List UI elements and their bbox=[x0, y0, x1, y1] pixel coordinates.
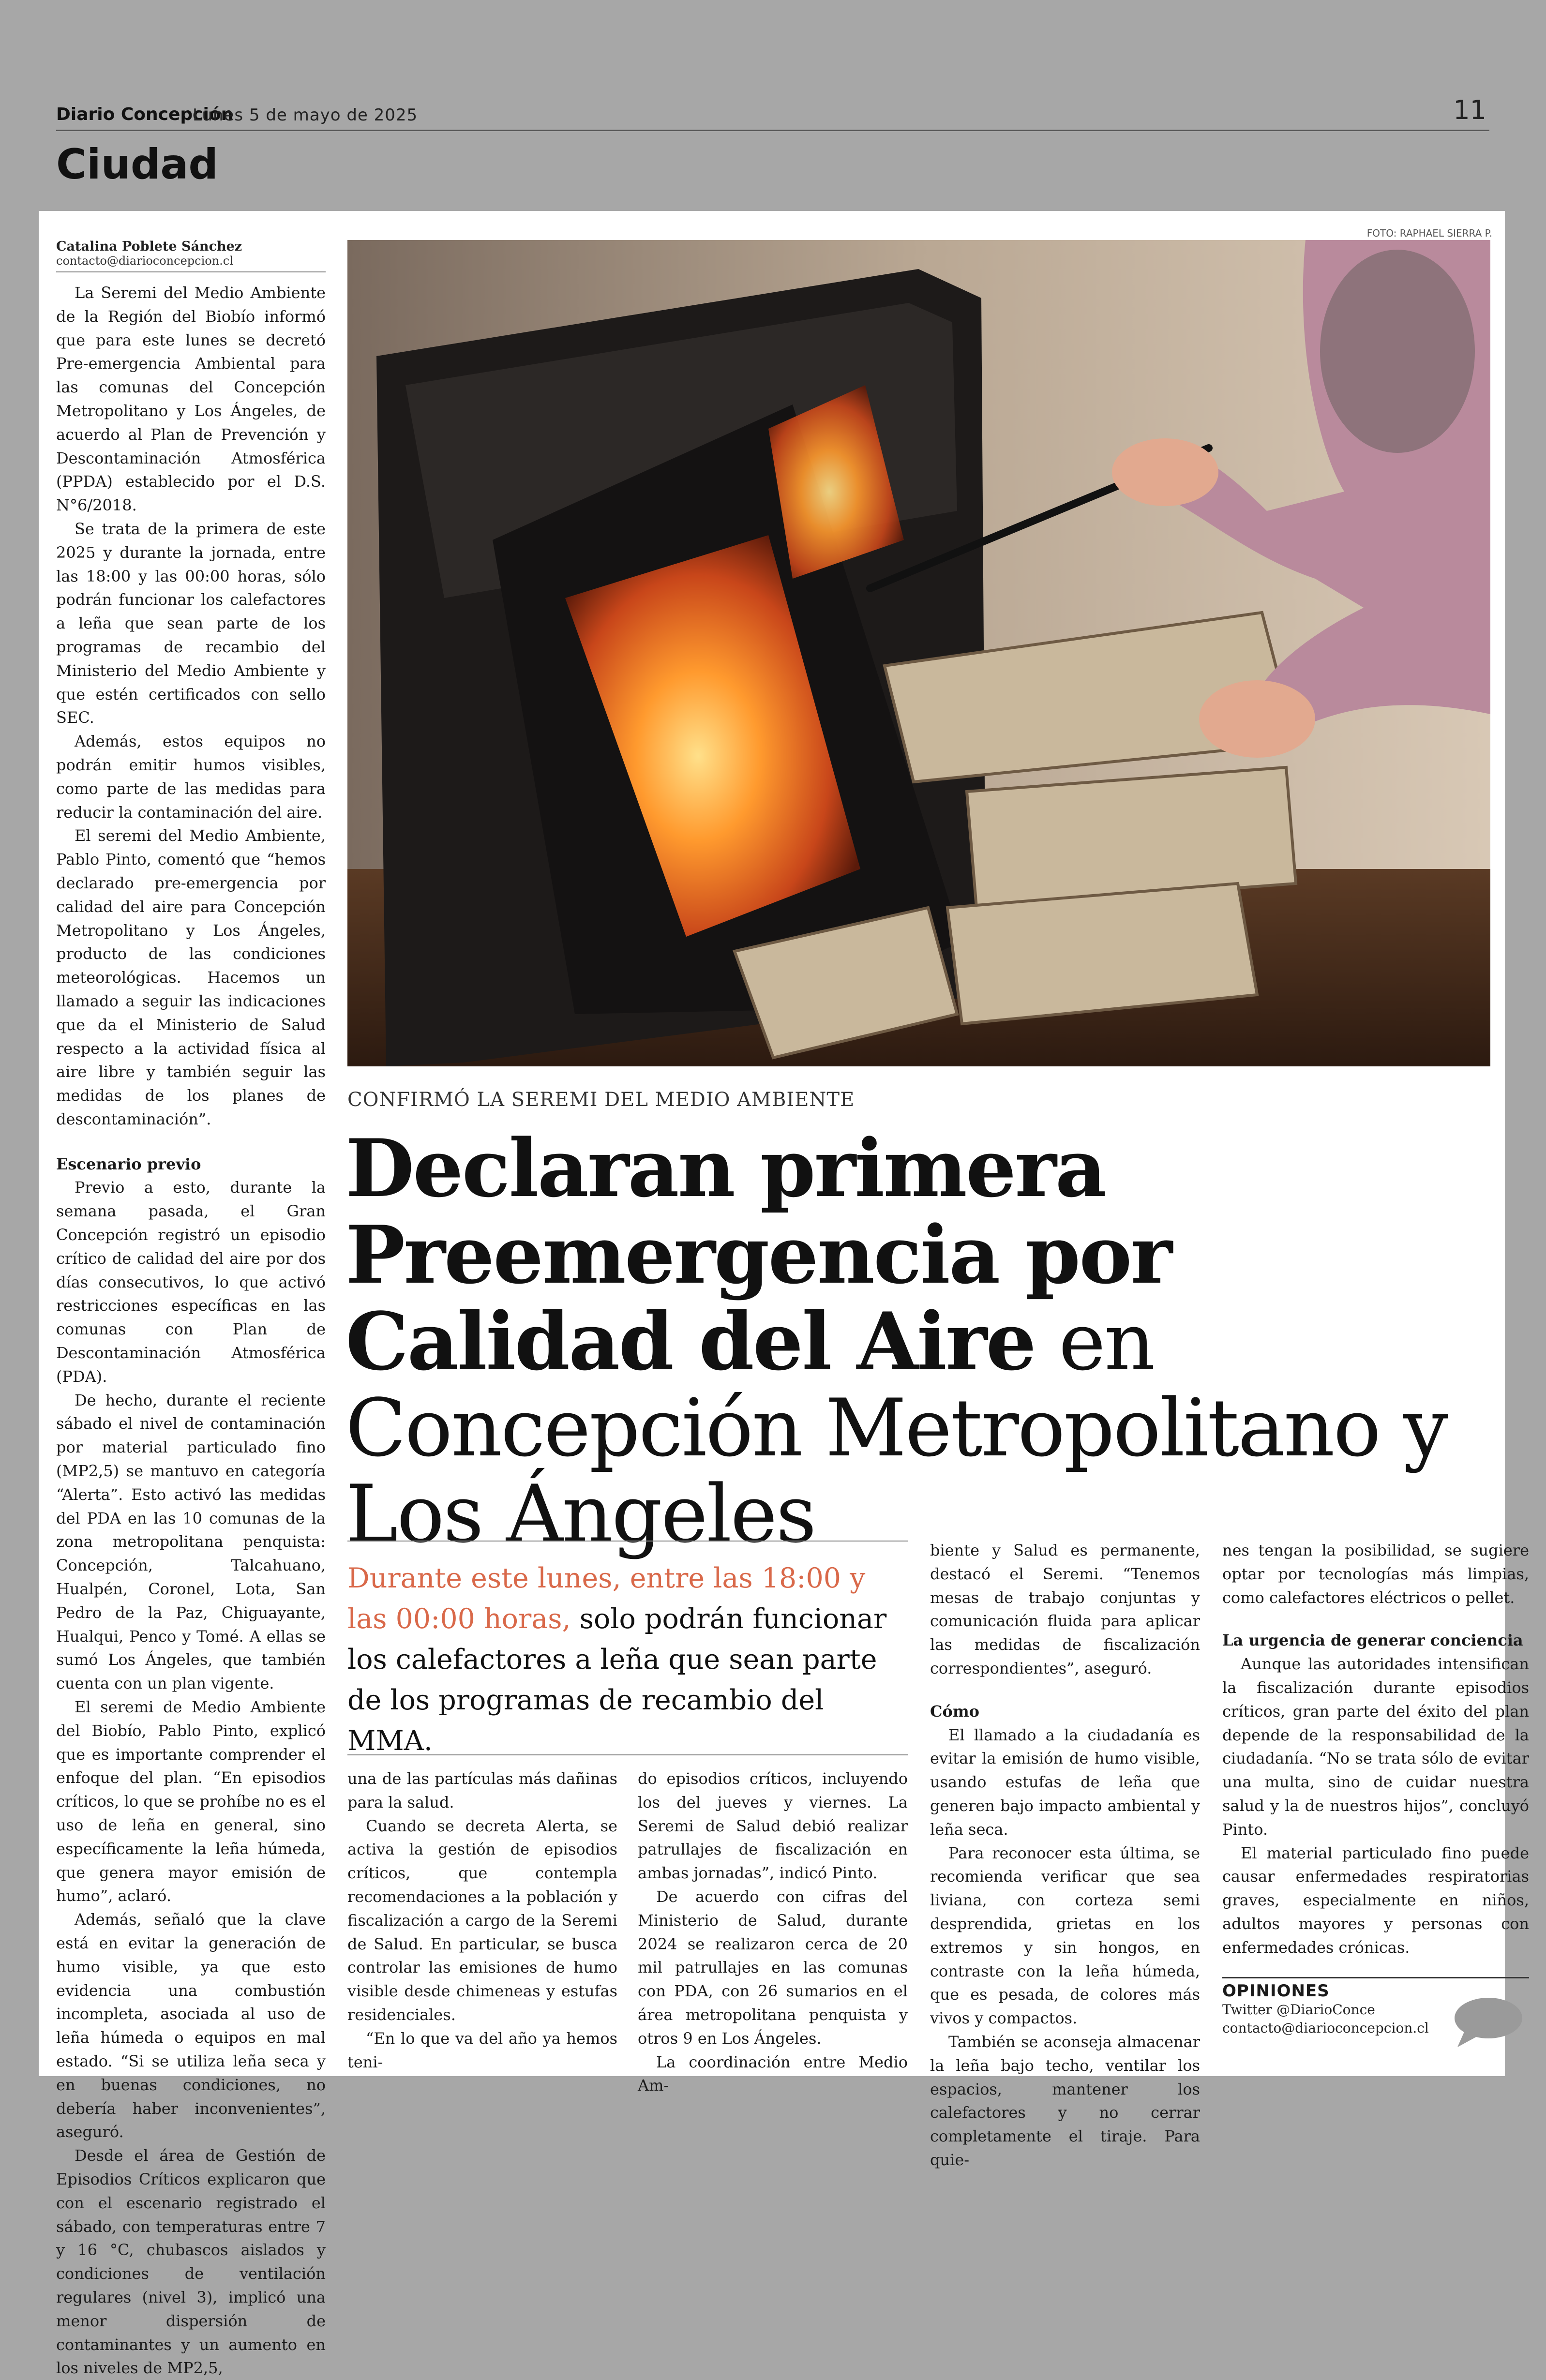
opinion-email: contacto@diarioconcepcion.cl bbox=[1222, 2020, 1429, 2036]
paragraph: Además, señaló que la clave está en evitar la generación de humo visible, ya que esto evidencia una combustión incompleta, asociada al uso de leña húmeda o equipos en mal estado. “Si se utiliza leña seca y en buenas condiciones, no debería haber inconvenientes”, aseguró. bbox=[56, 1910, 326, 2141]
newspaper-name: Diario Concepción bbox=[56, 105, 234, 124]
paragraph: “En lo que va del año ya hemos teni- bbox=[347, 2029, 617, 2071]
headline-regular: en Concepción Metropolitano y Los Ángeles bbox=[345, 1296, 1447, 1560]
column-4 bbox=[930, 1539, 1200, 2172]
paragraph: Previo a esto, durante la semana pasada, el Gran Concepción registró un episodio crítico de calidad del aire por dos días consecutivos, lo que activó restricciones específicas en las comunas con Plan de Descontaminación Atmosférica (PDA). bbox=[56, 1178, 326, 1386]
photo-illustration bbox=[347, 240, 1490, 1066]
subhead: La urgencia de generar conciencia bbox=[1222, 1631, 1523, 1650]
opinion-box bbox=[1222, 1977, 1529, 2037]
paragraph: De acuerdo con cifras del Ministerio de Salud, durante 2024 se realizaron cerca de 20 mil patrullajes en las comunas con PDA, con 26 sumarios en el área metropolitana penquista y otros 9 en Los Ángeles. bbox=[638, 1887, 908, 2048]
paragraph: El seremi de Medio Ambiente del Biobío, Pablo Pinto, explicó que es importante comprender el enfoque del plan. “En episodios críticos, lo que se prohíbe no es el uso de leña en general, sino específicamente la leña húmeda, que genera mayor emisión de humo”, aclaró. bbox=[56, 1698, 326, 1905]
speech-bubble-icon bbox=[1451, 1996, 1523, 2049]
paragraph: Desde el área de Gestión de Episodios Críticos explicaron que con el escenario registrado el sábado, con temperaturas entre 7 y 16 °C, chubascos aislados y condiciones de ventilación regulares (nivel 3), implicó una menor dispersión de contaminantes y un aumento en los niveles de MP2,5, bbox=[56, 2146, 326, 2378]
paragraph: Cuando se decreta Alerta, se activa la gestión de episodios críticos, que contempla recomendaciones a la población y fiscalización a cargo de la Seremi de Salud. En particular, se busca controlar las emisiones de humo visible desde chimeneas y estufas residenciales. bbox=[347, 1816, 617, 2024]
paragraph: Aunque las autoridades intensifican la fiscalización durante episodios críticos, gran parte del éxito del plan depende de la responsabilidad de la ciudadanía. “No se trata sólo de evitar una multa, sino de cuidar nuestra salud y la de nuestros hijos”, concluyó Pinto. bbox=[1222, 1655, 1529, 1839]
kicker: CONFIRMÓ LA SEREMI DEL MEDIO AMBIENTE bbox=[347, 1089, 855, 1111]
column-2 bbox=[347, 1767, 617, 2074]
deck bbox=[347, 1541, 908, 1761]
paragraph: También se aconseja almacenar la leña bajo techo, ventilar los espacios, mantener los calefactores y no cerrar completamente el tiraje. Para quie- bbox=[930, 2032, 1200, 2169]
subhead: Cómo bbox=[930, 1702, 980, 1721]
photo-credit: FOTO: RAPHAEL SIERRA P. bbox=[1366, 227, 1492, 239]
paragraph: Además, estos equipos no podrán emitir humos visibles, como parte de las medidas para reducir la contaminación del aire. bbox=[56, 732, 326, 822]
byline-author: Catalina Poblete Sánchez bbox=[56, 239, 242, 254]
page-number: 11 bbox=[1453, 95, 1486, 125]
paragraph: La coordinación entre Medio Am- bbox=[638, 2052, 908, 2095]
headline bbox=[345, 1122, 1497, 1560]
left-column bbox=[56, 239, 326, 2380]
masthead bbox=[56, 95, 1489, 131]
paragraph: Se trata de la primera de este 2025 y durante la jornada, entre las 18:00 y las 00:00 horas, sólo podrán funcionar los calefactores a leña que sean parte de los programas de recambio del Ministerio del Medio Ambiente y que estén certificados con sello SEC. bbox=[56, 519, 326, 727]
paragraph: De hecho, durante el reciente sábado el nivel de contaminación por material particulado fino (MP2,5) se mantuvo en categoría “Alerta”. Esto activó las medidas del PDA en las 10 comunas de la zona metropolitana penquista: Concepción, Talcahuano, Hualpén, Coronel, Lota, San Pedro de la Paz, Chiguayante, Hualqui, Penco y Tomé. A ellas se sumó Los Ángeles, que también cuenta con un plan vigente. bbox=[56, 1391, 326, 1693]
paragraph: biente y Salud es permanente, destacó el Seremi. “Tenemos mesas de trabajo conjuntas y comunicación fluida para aplicar las medidas de fiscalización correspondientes”, aseguró. bbox=[930, 1541, 1200, 1677]
section-title: Ciudad bbox=[56, 140, 218, 189]
deck-highlight: Durante este lunes, entre las 18:00 y las 00:00 horas, bbox=[347, 1562, 866, 1635]
subhead: Escenario previo bbox=[56, 1154, 201, 1173]
paragraph: Para reconocer esta última, se recomienda verificar que sea liviana, con corteza semi desprendida, grietas en los extremos y sin hongos, en contraste con la leña húmeda, que es pesada, de colores más vivos y compactos. bbox=[930, 1843, 1200, 2028]
paragraph: do episodios críticos, incluyendo los del jueves y viernes. La Seremi de Salud debió realizar patrullajes de fiscalización en ambas jornadas”, indicó Pinto. bbox=[638, 1769, 908, 1883]
paragraph: El llamado a la ciudadanía es evitar la emisión de humo visible, usando estufas de leña que generen bajo impacto ambiental y leña seca. bbox=[930, 1725, 1200, 1839]
paragraph: El seremi del Medio Ambiente, Pablo Pinto, comentó que “hemos declarado pre-emergencia por calidad del aire para Concepción Metropolitano y Los Ángeles, producto de las condiciones meteorológicas. Hacemos un llamado a seguir las indicaciones que da el Ministerio de Salud respecto a la actividad física al aire libre y también seguir las medidas de los planes de descontaminación”. bbox=[56, 826, 326, 1128]
column-3 bbox=[638, 1767, 908, 2097]
opinion-twitter: Twitter @DiarioConce bbox=[1222, 2002, 1375, 2018]
paragraph: La Seremi del Medio Ambiente de la Región del Biobío informó que para este lunes se decretó Pre-emergencia Ambiental para las comunas del Concepción Metropolitano y Los Ángeles, de acuerdo al Plan de Prevención y Descontaminación Atmosférica (PPDA) establecido por el D.S. N°6/2018. bbox=[56, 284, 326, 515]
paragraph: nes tengan la posibilidad, se sugiere optar por tecnologías más limpias, como calefactores eléctricos o pellet. bbox=[1222, 1541, 1529, 1607]
column-5 bbox=[1222, 1539, 1529, 1960]
article-page bbox=[39, 211, 1529, 2378]
divider bbox=[347, 1754, 908, 1755]
deck-text: solo podrán funcionar los calefactores a leña que sean parte de los programas de recambio del MMA. bbox=[347, 1603, 887, 1757]
wood-stove-photo bbox=[347, 240, 1490, 1066]
headline-bold: Declaran primera Preemergencia por Calidad del Aire bbox=[345, 1122, 1171, 1388]
opinion-title: OPINIONES bbox=[1222, 1981, 1330, 2001]
paragraph: El material particulado fino puede causar enfermedades respiratorias graves, especialmente en niños, adultos mayores y personas con enfermedades crónicas. bbox=[1222, 1843, 1529, 1957]
paragraph: una de las partículas más dañinas para la salud. bbox=[347, 1769, 617, 1811]
issue-date: Lunes 5 de mayo de 2025 bbox=[193, 105, 418, 125]
byline-email: contacto@diarioconcepcion.cl bbox=[56, 254, 326, 272]
